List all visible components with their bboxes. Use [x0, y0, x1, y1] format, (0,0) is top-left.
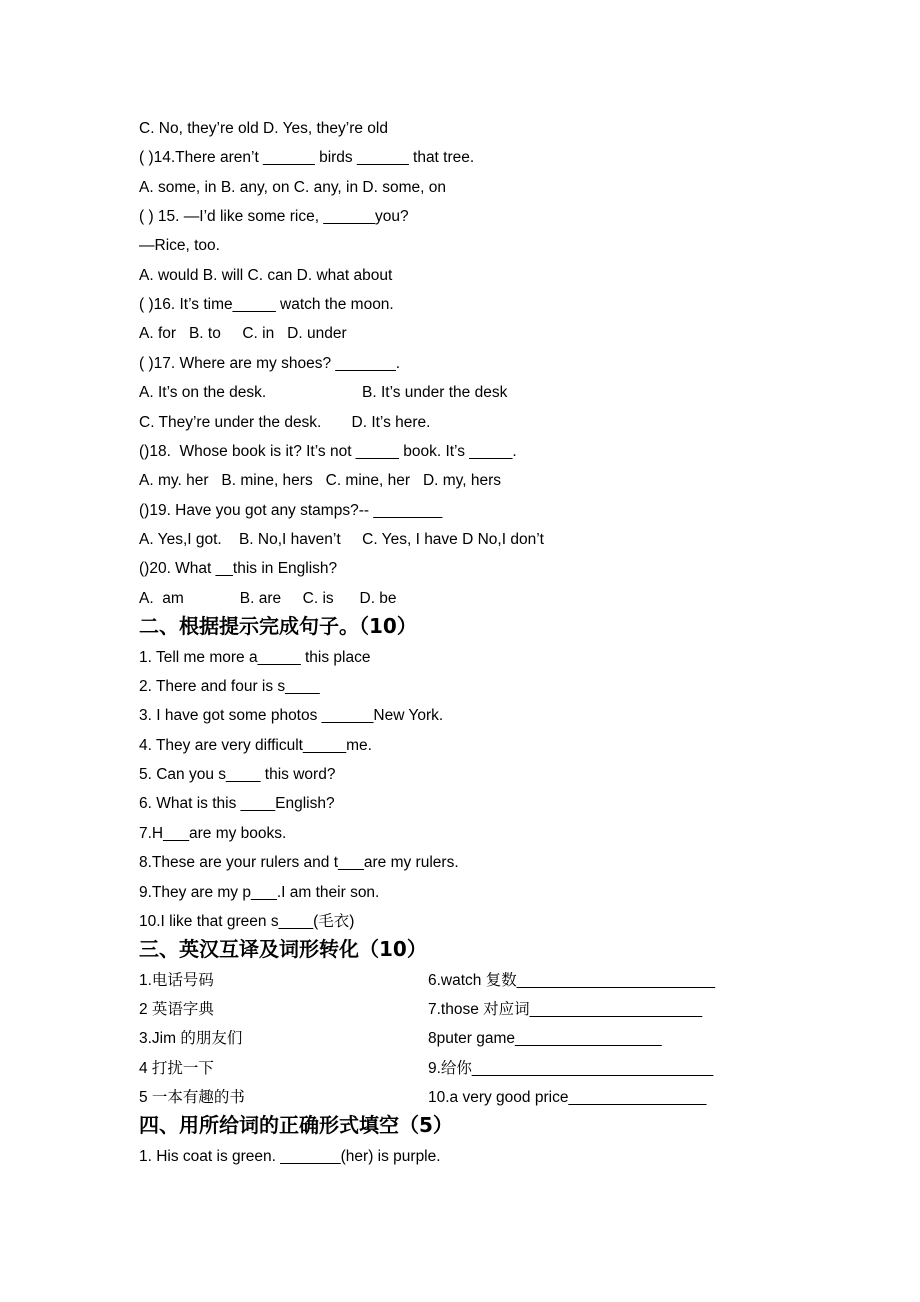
- choice-line: C. No, they’re old D. Yes, they’re old: [139, 120, 388, 137]
- translation-item: 9.给你____________________________: [428, 1060, 714, 1077]
- translation-item: 10.a very good price________________: [428, 1089, 707, 1106]
- sentence-item: 5. Can you s____ this word?: [139, 766, 336, 783]
- choice-line: ()19. Have you got any stamps?-- ________: [139, 502, 443, 519]
- translation-item: 6.watch 复数_______________________: [428, 972, 715, 989]
- choice-line: ( )16. It’s time_____ watch the moon.: [139, 296, 394, 313]
- choice-line: ( )17. Where are my shoes? _______.: [139, 355, 401, 372]
- translation-item: 3.Jim 的朋友们: [139, 1030, 243, 1047]
- choice-line: A. am B. are C. is D. be: [139, 590, 397, 607]
- choice-line: ()20. What __this in English?: [139, 560, 338, 577]
- sentence-item: 10.I like that green s____(毛衣): [139, 913, 355, 930]
- choice-line: A. Yes,I got. B. No,I haven’t C. Yes, I have D No,I don’t: [139, 531, 544, 548]
- section-3-heading: 三、英汉互译及词形转化（10）: [139, 937, 427, 961]
- sentence-item: 6. What is this ____English?: [139, 795, 335, 812]
- sentence-item: 9.They are my p___.I am their son.: [139, 884, 380, 901]
- sentence-item: 8.These are your rulers and t___are my rulers.: [139, 854, 459, 871]
- choice-line: A. for B. to C. in D. under: [139, 325, 347, 342]
- translation-item: 1.电话号码: [139, 972, 214, 989]
- translation-item: 8puter game_________________: [428, 1030, 662, 1047]
- choice-line: A. would B. will C. can D. what about: [139, 267, 393, 284]
- choice-line: C. They’re under the desk. D. It’s here.: [139, 414, 431, 431]
- q17-option-a: A. It’s on the desk.: [139, 384, 267, 401]
- translation-item: 5 一本有趣的书: [139, 1089, 245, 1106]
- fill-in-item: 1. His coat is green. _______(her) is purple.: [139, 1148, 441, 1165]
- sentence-item: 1. Tell me more a_____ this place: [139, 649, 371, 666]
- choice-line: A. some, in B. any, on C. any, in D. some, on: [139, 179, 446, 196]
- sentence-item: 4. They are very difficult_____me.: [139, 737, 372, 754]
- translation-item: 7.those 对应词____________________: [428, 1001, 703, 1018]
- choice-line: —Rice, too.: [139, 237, 220, 254]
- translation-item: 4 打扰一下: [139, 1060, 214, 1077]
- choice-line: ( ) 15. —I’d like some rice, ______you?: [139, 208, 409, 225]
- choice-line: A. my. her B. mine, hers C. mine, her D. my, hers: [139, 472, 502, 489]
- sentence-item: 7.H___are my books.: [139, 825, 287, 842]
- sentence-item: 2. There and four is s____: [139, 678, 320, 695]
- section-2-heading: 二、根据提示完成句子。（10）: [139, 614, 417, 638]
- sentence-item: 3. I have got some photos ______New York.: [139, 707, 444, 724]
- q17-option-b: B. It’s under the desk: [362, 384, 508, 401]
- choice-line: ( )14.There aren’t ______ birds ______ that tree.: [139, 149, 475, 166]
- section-4-heading: 四、用所给词的正确形式填空（5）: [139, 1113, 453, 1137]
- choice-line: ()18. Whose book is it? It’s not _____ book. It’s _____.: [139, 443, 517, 460]
- translation-item: 2 英语字典: [139, 1001, 214, 1018]
